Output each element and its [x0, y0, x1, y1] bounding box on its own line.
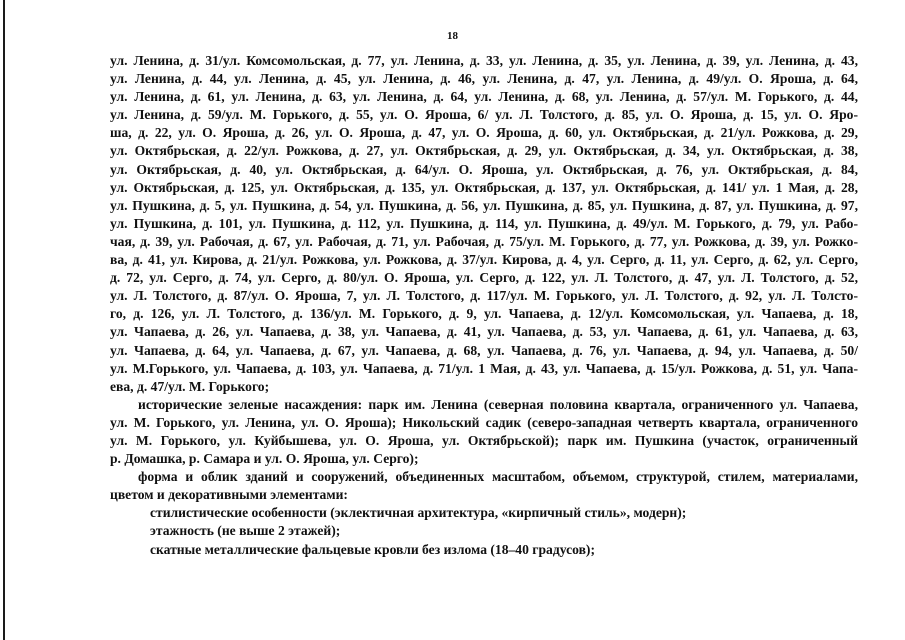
text-line: цветом и декоративными элементами: — [110, 487, 348, 503]
text-line: ул. Чапаева, д. 64, ул. Чапаева, д. 67, ул. Чапаева, д. 68, ул. Чапаева, д. 76, ул. Чапаева, д. 94, ул. Чапаева, д. 50/ — [110, 342, 858, 358]
text-line: ул. Пушкина, д. 101, ул. Пушкина, д. 112, ул. Пушкина, д. 114, ул. Пушкина, д. 49/ул. М. Горького, д. 79, ул. Рабо- — [110, 215, 858, 231]
paragraph-green-spaces — [110, 396, 858, 468]
text-line: р. Домашка, р. Самара и ул. О. Яроша, ул. Серго); — [110, 451, 419, 467]
paragraph-style-features — [110, 504, 858, 522]
text-line: ул. Ленина, д. 61, ул. Ленина, д. 63, ул. Ленина, д. 64, ул. Ленина, д. 68, ул. Ленина, д. 57/ул. М. Горького, д. 44, — [110, 89, 858, 105]
paragraph-building-form — [110, 468, 858, 504]
text-line: ул. Ленина, д. 31/ул. Комсомольская, д. 77, ул. Ленина, д. 33, ул. Ленина, д. 35, ул. Ленина, д. 39, ул. Ленина, д. 43, — [110, 53, 858, 68]
text-line: этажность (не выше 2 этажей); — [150, 523, 341, 539]
paragraph-roofs — [110, 541, 858, 559]
paragraph-storeys — [110, 522, 858, 540]
text-line: стилистические особенности (эклектичная архитектура, «кирпичный стиль», модерн); — [150, 505, 687, 521]
text-line: ул. М.Горького, ул. Чапаева, д. 103, ул. Чапаева, д. 71/ул. 1 Мая, д. 43, ул. Чапаева, д. 15/ул. Рожкова, д. 51, ул. Чапа- — [110, 360, 858, 376]
text-line: ул. М. Горького, ул. Куйбышева, ул. О. Яроша, ул. Октябрьской); парк им. Пушкина (участок, ограниченный — [110, 432, 858, 448]
text-line: исторические зеленые насаждения: парк им. Ленина (северная половина квартала, ограниченного ул. Чапаева, — [138, 396, 858, 412]
text-line: ул. Чапаева, д. 26, ул. Чапаева, д. 38, ул. Чапаева, д. 41, ул. Чапаева, д. 53, ул. Чапаева, д. 61, ул. Чапаева, д. 63, — [110, 324, 858, 340]
text-line: скатные металлические фальцевые кровли без излома (18–40 градусов); — [150, 541, 595, 557]
text-line: ул. Пушкина, д. 5, ул. Пушкина, д. 54, ул. Пушкина, д. 56, ул. Пушкина, д. 85, ул. Пушкина, д. 87, ул. Пушкина, д. 97, — [110, 197, 858, 213]
text-line: форма и облик зданий и сооружений, объединенных масштабом, объемом, структурой, стилем, материалами, — [138, 469, 858, 485]
page-number: 18 — [447, 30, 458, 42]
text-line: го, д. 126, ул. Л. Толстого, д. 136/ул. М. Горького, д. 9, ул. Чапаева, д. 12/ул. Комсомольская, ул. Чапаева, д. 18, — [110, 306, 858, 322]
text-line: ул. Ленина, д. 44, ул. Ленина, д. 45, ул. Ленина, д. 46, ул. Ленина, д. 47, ул. Ленина, д. 49/ул. О. Яроша, д. 64, — [110, 71, 858, 87]
document-body — [110, 52, 858, 559]
text-line: ул. М. Горького, ул. Ленина, ул. О. Яроша); Никольский садик (северо-западная четверть квартала, ограниченного — [110, 414, 858, 430]
text-line: ша, д. 22, ул. О. Яроша, д. 26, ул. О. Яроша, д. 47, ул. О. Яроша, д. 60, ул. Октябрьская, д. 21/ул. Рожкова, д. 29, — [110, 125, 858, 141]
text-line: ева, д. 47/ул. М. Горького; — [110, 378, 270, 394]
text-line: ул. Октябрьская, д. 40, ул. Октябрьская, д. 64/ул. О. Яроша, ул. Октябрьская, д. 76, ул. Октябрьская, д. 84, — [110, 161, 858, 177]
text-line: ва, д. 41, ул. Кирова, д. 21/ул. Рожкова, ул. Рожкова, д. 37/ул. Кирова, д. 4, ул. Серго, д. 11, ул. Серго, д. 62, ул. Серго, — [110, 252, 858, 268]
text-line: ул. Л. Толстого, д. 87/ул. О. Яроша, 7, ул. Л. Толстого, д. 117/ул. М. Горького, ул. Л. Толстого, д. 92, ул. Л. Толсто- — [110, 288, 858, 304]
page-edge-rule — [3, 0, 5, 640]
text-line: ул. Ленина, д. 59/ул. М. Горького, д. 55, ул. О. Яроша, 6/ ул. Л. Толстого, д. 85, ул. О. Яроша, д. 15, ул. О. Яро- — [110, 107, 858, 123]
text-line: д. 72, ул. Серго, д. 74, ул. Серго, д. 80/ул. О. Яроша, ул. Серго, д. 122, ул. Л. Толстого, д. 47, ул. Л. Толстого, д. 52, — [110, 270, 858, 286]
text-line: ул. Октябрьская, д. 125, ул. Октябрьская, д. 135, ул. Октябрьская, д. 137, ул. Октябрьская, д. 141/ ул. 1 Мая, д. 28, — [110, 179, 858, 195]
text-line: чая, д. 39, ул. Рабочая, д. 67, ул. Рабочая, д. 71, ул. Рабочая, д. 75/ул. М. Горького, д. 77, ул. Рожкова, д. 39, ул. Рожко- — [110, 233, 858, 249]
text-line: ул. Октябрьская, д. 22/ул. Рожкова, д. 27, ул. Октябрьская, д. 29, ул. Октябрьская, д. 34, ул. Октябрьская, д. 38, — [110, 143, 858, 159]
paragraph-addresses — [110, 52, 858, 396]
